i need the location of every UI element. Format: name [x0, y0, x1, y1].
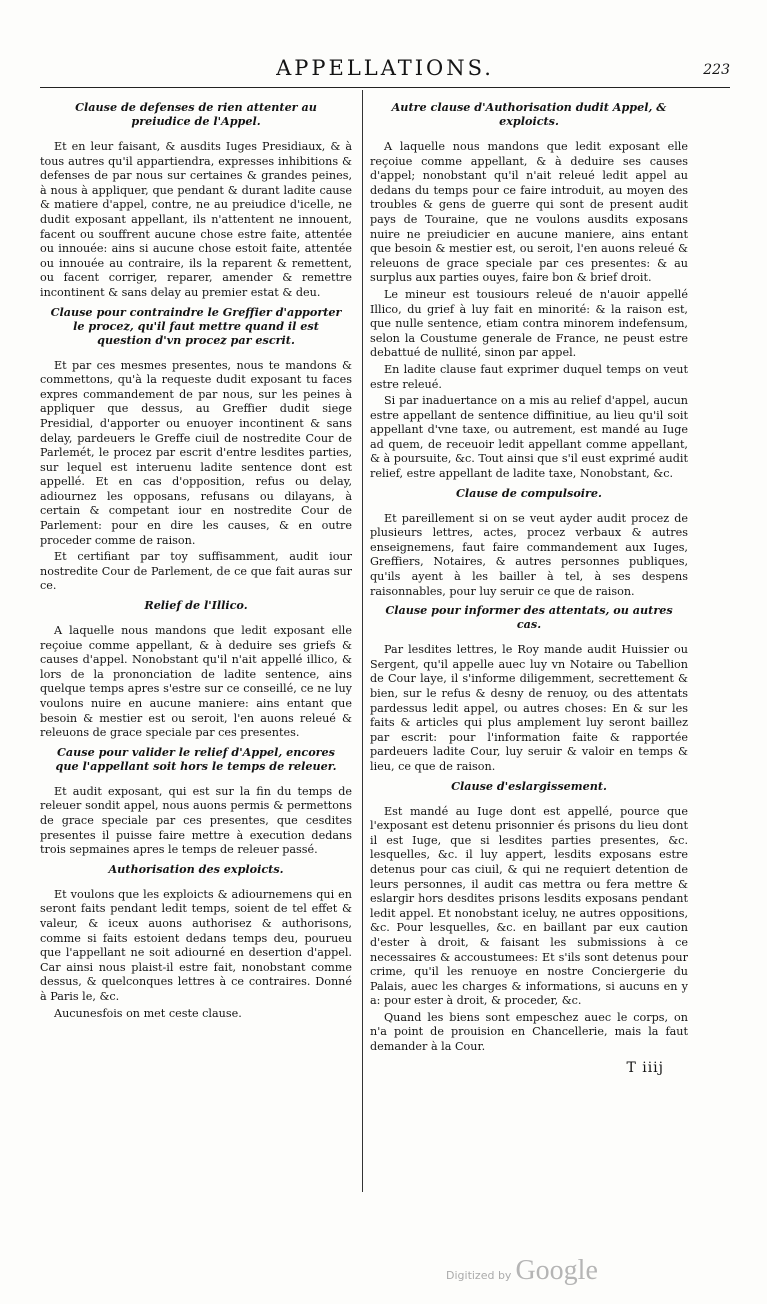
clause-heading: Clause pour informer des attentats, ou autres cas.	[385, 603, 673, 632]
watermark-prefix: Digitized by	[446, 1269, 512, 1282]
page-number: 223	[703, 62, 730, 78]
running-title: APPELLATIONS.	[276, 56, 494, 80]
clause-heading: Autre clause d'Authorisation dudit Appel, & exploicts.	[391, 100, 667, 128]
clause-heading: Clause d'eslargissement.	[451, 778, 607, 793]
paragraph: Par lesdites lettres, le Roy mande audit Huissier ou Sergent, qu'il appelle auec luy vn Notaire ou Tabellion de Cour laye, il s'informe diligemment, secrettement & bien, sur le refus & desny de renuoy, ou des attentats pardessus ledit appel, ou autres choses: En & sur les faits & articles qui plus amplement luy seront baillez par escrit: pour l'information faite & rapportée pardeuers ladite Cour, luy seruir & valoir en temps & lieu, ce que de raison.	[370, 643, 688, 773]
paragraph: Et par ces mesmes presentes, nous te mandons & commettons, qu'à la requeste dudit exposant tu faces expres commandement de par nous, sur les peines à appliquer que dessus, au Greffier dudit siege Presidial, d'apporter ou enuoyer incontinent & sans delay, pardeuers le Greffe ciuil de nostredite Cour de Parlemét, le procez par escrit d'entre lesdites parties, sur lequel est interuenu ladite sentence dont est appellé. Et en cas d'opposition, refus ou delay, adiournez les opposans, refusans ou dilayans, à certain & competant iour en nostredite Cour de Parlement: pour en dire les causes, & en outre proceder comme de raison.	[40, 358, 352, 547]
column-divider	[362, 90, 363, 1192]
clause-heading: Authorisation des exploicts.	[108, 861, 284, 876]
right-column	[370, 96, 688, 1075]
paragraph: A laquelle nous mandons que ledit exposant elle reçoiue comme appellant, & à deduire ses griefs & causes d'appel. Nonobstant qu'il n'ait appellé illico, & lors de la prononciation de ladite sentence, ains quelque temps apres s'estre sur ce conseillé, ce ne luy voulons nuire en aucune maniere: ains entant que besoin & mestier est ou seroit, l'en auons releué & releuons de grace speciale par ces presentes.	[40, 624, 352, 740]
header-rule	[40, 87, 730, 88]
clause-heading: Relief de l'Illico.	[144, 598, 248, 613]
paragraph: A laquelle nous mandons que ledit exposant elle reçoiue comme appellant, & à deduire ses causes d'appel; nonobstant qu'il n'ait releué ledit appel au dedans du temps pour ce faire introduit, au moyen des troubles & gens de guerre qui sont de present audit pays de Touraine, que ne voulons ausdits exposans nuire ne preiudicier en aucune maniere, ains entant que besoin & mestier est, ou seroit, l'en auons releué & releuons de grace speciale par ces presentes: & au surplus aux parties ouyes, faire bon & brief droit.	[370, 140, 688, 285]
paragraph: Le mineur est tousiours releué de n'auoir appellé Illico, du grief à luy fait en minorité: & la raison est, que nulle sentence, etiam contra minorem indefensum, selon la Coustume generale de France, ne peust estre debattué de nullité, sinon par appel.	[370, 287, 688, 360]
paragraph: Si par inaduertance on a mis au relief d'appel, aucun estre appellant de sentence diffinitiue, au lieu qu'il soit appellant d'vne taxe, ou autrement, est mandé au Iuge ad quem, de receuoir ledit appellant comme appellant, & à poursuite, &c. Tout ainsi que s'il eust exprimé audit relief, estre appellant de ladite taxe, Nonobstant, &c.	[370, 394, 688, 481]
paragraph: Et certifiant par toy suffisamment, audit iour nostredite Cour de Parlement, de ce que fait auras sur ce.	[40, 550, 352, 593]
clause-heading: Clause pour contraindre le Greffier d'apporter le procez, qu'il faut mettre quand il est question d'vn procez par escrit.	[50, 304, 342, 347]
paragraph: Et en leur faisant, & ausdits Iuges Presidiaux, & à tous autres qu'il appartiendra, expresses inhibitions & defenses de par nous sur certaines & grandes peines, à nous à appliquer, que pendant & durant ladite cause & matiere d'appel, contre, ne au preiudice d'icelle, ne dudit exposant appellant, ils n'attentent ne innouent, facent ou souffrent aucune chose estre faite, attentée ou innouée: ains si aucune chose estoit faite, attentée ou innouée au contraire, ils la reparent & remettent, ou facent corriger, reparer, amender & remettre incontinent & sans delay au premier estat & deu.	[40, 140, 352, 299]
paragraph: Et voulons que les exploicts & adiournemens qui en seront faits pendant ledit temps, soient de tel effet & valeur, & iceux auons authorisez & authorisons, comme si faits estoient dedans temps deu, pourueu que l'appellant ne soit adiourné en desertion d'appel. Car ainsi nous plaist-il estre fait, nonobstant comme dessus, & quelconques lettres à ce contraires. Donné à Paris le, &c.	[40, 887, 352, 1003]
left-column	[40, 96, 352, 1023]
page-header	[40, 56, 730, 86]
paragraph: Et audit exposant, qui est sur la fin du temps de releuer sondit appel, nous auons permis & permettons de grace speciale par ces presentes, que cesdites presentes il puisse faire mettre à execution dedans trois sepmaines apres le temps de releuer passé.	[40, 784, 352, 857]
signature-mark: T iiij	[626, 1059, 664, 1076]
clause-heading: Cause pour valider le relief d'Appel, encores que l'appellant soit hors le temps de releuer.	[55, 744, 337, 773]
paragraph: Et pareillement si on se veut ayder audit procez de plusieurs lettres, actes, procez verbaux & autres enseignemens, faut faire commandement aux Iuges, Greffiers, Notaires, & autres personnes publiques, qu'ils ayent à les bailler à tel, à ses despens raisonnables, pour luy seruir ce que de raison.	[370, 511, 688, 598]
google-watermark	[446, 1251, 606, 1287]
google-logo: Google	[515, 1255, 598, 1286]
paragraph: Est mandé au Iuge dont est appellé, pource que l'exposant est detenu prisonnier és prisons du lieu dont il est Iuge, que si lesdites parties presentes, &c. lesquelles, &c. il luy appert, lesdits exposans estre detenus pour cas ciuil, & qui ne requiert detention de leurs personnes, il audit cas mettra ou fera mettre & eslargir hors desdites prisons lesdits exposans pendant ledit appel. Et nonobstant iceluy, ne autres oppositions, &c. Pour lesquelles, &c. en baillant par eux caution d'ester à droit, & faisant les submissions à ce necessaires & accoustumees: Et s'ils sont detenus pour crime, qu'il les renuoye en nostre Conciergerie du Palais, auec les charges & informations, si aucuns en y a: pour ester à droit, & proceder, &c.	[370, 804, 688, 1008]
clause-heading: Clause de defenses de rien attenter au preiudice de l'Appel.	[75, 100, 317, 128]
clause-heading: Clause de compulsoire.	[456, 485, 602, 500]
paragraph: En ladite clause faut exprimer duquel temps on veut estre releué.	[370, 362, 688, 391]
paragraph: Aucunesfois on met ceste clause.	[54, 1006, 242, 1020]
paragraph: Quand les biens sont empeschez auec le corps, on n'a point de prouision en Chancellerie, mais la faut demander à la Cour.	[370, 1010, 688, 1054]
